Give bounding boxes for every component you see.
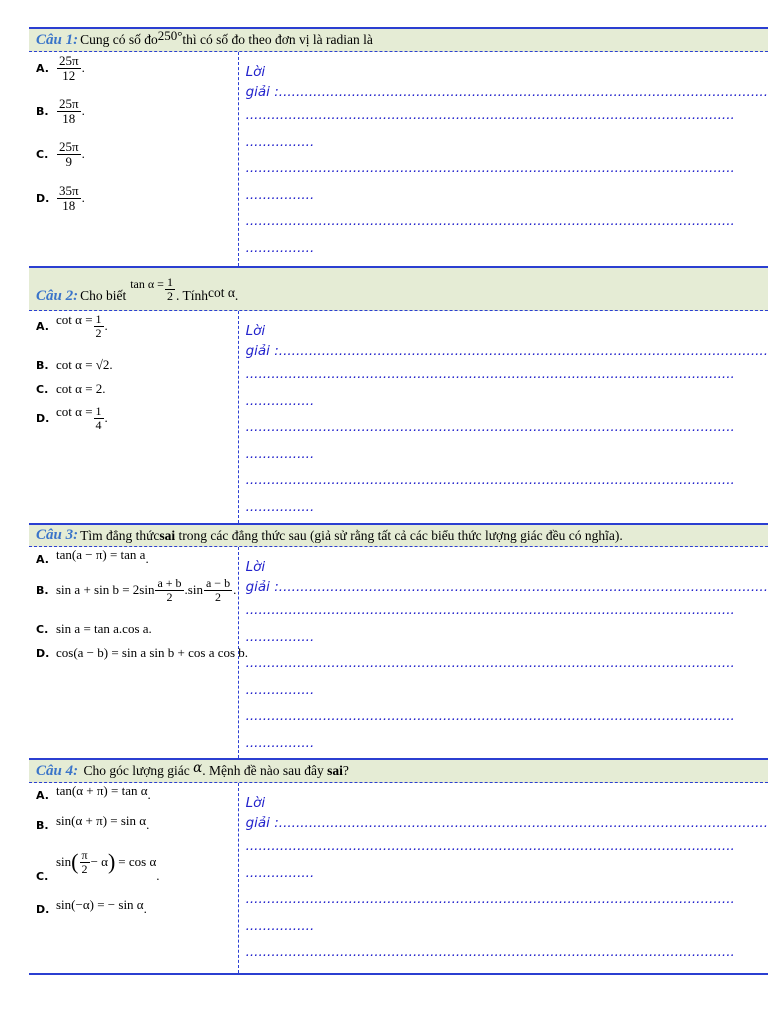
stem-text: ? (342, 763, 349, 778)
numerator: a + b (157, 576, 182, 590)
dotted-line: .................................................................................................................. (245, 944, 735, 960)
fraction (94, 313, 104, 339)
denominator: 2 (166, 288, 173, 303)
fraction (155, 577, 183, 603)
option-math: cot α = (56, 312, 93, 328)
option-b[interactable]: B. sin a + sin b = 2sin $\frac{a + b}{2}$ .sin $\frac{a - b}{2}$ . (36, 576, 237, 604)
dotted-line: ................ (245, 681, 315, 698)
dotted-line: .................................................................................................................. (245, 891, 735, 907)
fraction (57, 97, 81, 125)
denominator: 2 (166, 589, 173, 604)
dotted-line: .................................................................................................................. (245, 107, 735, 123)
stem-text: Tìm đẳng thức (80, 527, 160, 543)
dotted-line: ................ (245, 133, 315, 150)
solution-title: Lời (245, 559, 266, 575)
dotted-line: .................................................................................................................. (245, 838, 735, 854)
option-c[interactable]: C. cot α = 2 . (36, 381, 106, 396)
question-label: Câu 3: (36, 527, 79, 543)
question-1 (29, 27, 768, 266)
option-math: cot α = √2 (56, 357, 110, 372)
dotted-line: .................................................................................................................. (245, 419, 735, 435)
numerator: 1 (166, 274, 173, 289)
options-column (29, 547, 249, 758)
solution-area[interactable] (239, 547, 768, 758)
solution-prefix: giải : (245, 84, 279, 100)
option-math: tan(α + π) = tan α (56, 783, 148, 798)
option-math: = cos α (118, 854, 157, 870)
option-letter: D. (36, 646, 50, 660)
dotted-line: .................................................................................................................. (278, 343, 768, 359)
dotted-line: ................ (245, 734, 315, 751)
option-math: cot α = (56, 404, 93, 420)
numerator: 25π (59, 96, 79, 111)
dotted-line: ................ (245, 498, 315, 515)
option-b[interactable]: B. $\frac{25\pi}{18}$ . (36, 96, 85, 126)
fraction (165, 276, 175, 302)
question-3-stem (29, 525, 768, 547)
solution-title: Lời (245, 795, 266, 811)
stem-text: . Tính (175, 288, 208, 303)
option-letter: D. (36, 902, 50, 916)
option-a[interactable]: A. cot α = $\frac{1}{2}$ . (36, 312, 108, 340)
fraction (57, 140, 81, 168)
option-math: .sin (184, 582, 203, 598)
option-letter: D. (36, 191, 50, 205)
dotted-line: ................ (245, 917, 315, 934)
option-math: tan(a − π) = tan a (56, 547, 146, 562)
dotted-line: .................................................................................................................. (278, 579, 768, 595)
dotted-line: .................................................................................................................. (245, 602, 735, 618)
option-letter: A. (36, 552, 49, 566)
fraction (204, 577, 232, 603)
denominator: 18 (62, 110, 76, 126)
option-math: sin (56, 854, 72, 870)
option-math: sin a = tan a.cos a (56, 621, 149, 636)
option-letter: A. (36, 788, 49, 802)
question-2-stem (29, 268, 768, 311)
solution-title: Lời (245, 323, 266, 339)
option-math: sin(α + π) = sin α (56, 813, 147, 828)
option-c[interactable]: C. $\frac{25\pi}{9}$ . (36, 139, 85, 169)
dotted-line: ................ (245, 186, 315, 203)
option-letter: B. (36, 104, 49, 118)
dotted-line: ................ (245, 392, 315, 409)
option-letter: B. (36, 358, 49, 372)
option-math: sin(−α) = − sin α (56, 897, 144, 912)
options-column (29, 311, 239, 523)
option-math: cos(a − b) = sin a sin b + cos a cos b (56, 645, 245, 660)
denominator: 12 (62, 67, 76, 83)
stem-bold: sai (327, 763, 343, 778)
worksheet (29, 27, 768, 975)
option-a[interactable]: A. $\frac{25\pi}{12}$ . (36, 53, 85, 83)
stem-text: thì có số đo theo đơn vị là radian là (182, 32, 373, 47)
solution-area[interactable] (239, 783, 768, 973)
dotted-line: .................................................................................................................. (278, 84, 768, 100)
question-label: Câu 1: (36, 31, 79, 48)
stem-math: cot α (207, 285, 235, 300)
bottom-border (29, 973, 768, 975)
denominator: 2 (81, 861, 88, 876)
option-letter: C. (36, 869, 49, 883)
option-d[interactable]: D. $\frac{35\pi}{18}$ . (36, 183, 85, 213)
stem-text: . (234, 288, 239, 303)
option-d[interactable]: D. cot α = $\frac{1}{4}$ . (36, 404, 108, 432)
numerator: 1 (95, 312, 102, 326)
fraction (57, 54, 81, 82)
question-4 (29, 758, 768, 973)
numerator: 1 (95, 404, 102, 418)
stem-math: tan α = (130, 276, 164, 291)
option-letter: B. (36, 818, 49, 832)
option-letter: B. (36, 583, 49, 597)
option-d[interactable]: D. sin(−α) = − sin α . (36, 897, 147, 916)
option-a[interactable]: A. tan(a − π) = tan a . (36, 547, 149, 566)
denominator: 2 (95, 325, 102, 340)
option-a[interactable]: A. tan(α + π) = tan α . (36, 783, 151, 802)
solution-prefix: giải : (245, 579, 279, 595)
question-label: Câu 4: (36, 762, 79, 779)
option-letter: C. (36, 622, 49, 636)
option-letter: D. (36, 411, 50, 425)
option-math: cot α = 2 (56, 381, 103, 396)
stem-text: Cho biết (80, 288, 127, 303)
question-2 (29, 266, 768, 523)
denominator: 18 (62, 197, 76, 213)
numerator: a − b (205, 576, 231, 590)
option-c[interactable]: C. sin a = tan a.cos a . (36, 621, 152, 636)
option-d[interactable]: D. cos(a − b) = sin a sin b + cos a cos b . (36, 645, 249, 660)
dotted-line: .................................................................................................................. (245, 655, 735, 671)
dotted-line: .................................................................................................................. (245, 472, 735, 488)
dotted-line: ................ (245, 239, 315, 256)
stem-bold: sai (159, 527, 176, 543)
option-math: sin a + sin b = 2sin (56, 582, 155, 598)
stem-math: α (193, 760, 203, 776)
options-column (29, 52, 239, 266)
dotted-line: ................ (245, 445, 315, 462)
solution-prefix: giải : (245, 815, 279, 831)
solution-prefix: giải : (245, 343, 279, 359)
stem-math: 250° (157, 28, 183, 43)
dotted-line: .................................................................................................................. (245, 366, 735, 382)
question-4-stem (29, 760, 768, 783)
denominator: 2 (215, 589, 222, 604)
numerator: 25π (59, 139, 79, 154)
dotted-line: .................................................................................................................. (245, 213, 735, 229)
stem-text: Cung có số đo (80, 32, 158, 47)
dotted-line: ................ (245, 628, 315, 645)
option-c[interactable]: C. sin ( $\frac{\pi}{2}$ − α ) = cos α . (36, 848, 160, 884)
option-b[interactable]: B. cot α = √2 . (36, 357, 113, 372)
dotted-line: .................................................................................................................. (245, 708, 735, 724)
numerator: π (81, 848, 88, 862)
question-label: Câu 2: (36, 287, 79, 304)
solution-title: Lời (245, 64, 266, 80)
denominator: 4 (95, 417, 102, 432)
options-column (29, 783, 239, 973)
fraction (80, 849, 90, 875)
option-letter: C. (36, 147, 49, 161)
dotted-line: .................................................................................................................. (278, 815, 768, 831)
option-math: − α (90, 854, 108, 870)
question-1-stem (29, 29, 768, 52)
fraction (94, 405, 104, 431)
option-letter: A. (36, 319, 49, 333)
solution-area[interactable] (239, 311, 768, 523)
solution-area[interactable] (239, 52, 768, 266)
denominator: 9 (65, 153, 73, 169)
option-letter: A. (36, 61, 49, 75)
option-letter: C. (36, 382, 49, 396)
stem-text: . Mệnh đề nào sau đây (202, 763, 328, 778)
dotted-line: ................ (245, 864, 315, 881)
numerator: 25π (59, 53, 79, 68)
dotted-line: .................................................................................................................. (245, 160, 735, 176)
question-3 (29, 523, 768, 758)
stem-text: Cho góc lượng giác (80, 763, 194, 778)
option-b[interactable]: B. sin(α + π) = sin α . (36, 813, 150, 832)
fraction (57, 184, 81, 212)
numerator: 35π (59, 183, 79, 198)
stem-text: trong các đẳng thức sau (giả sử rằng tất cả các biểu thức lượng giác đều có nghĩa). (175, 527, 623, 543)
